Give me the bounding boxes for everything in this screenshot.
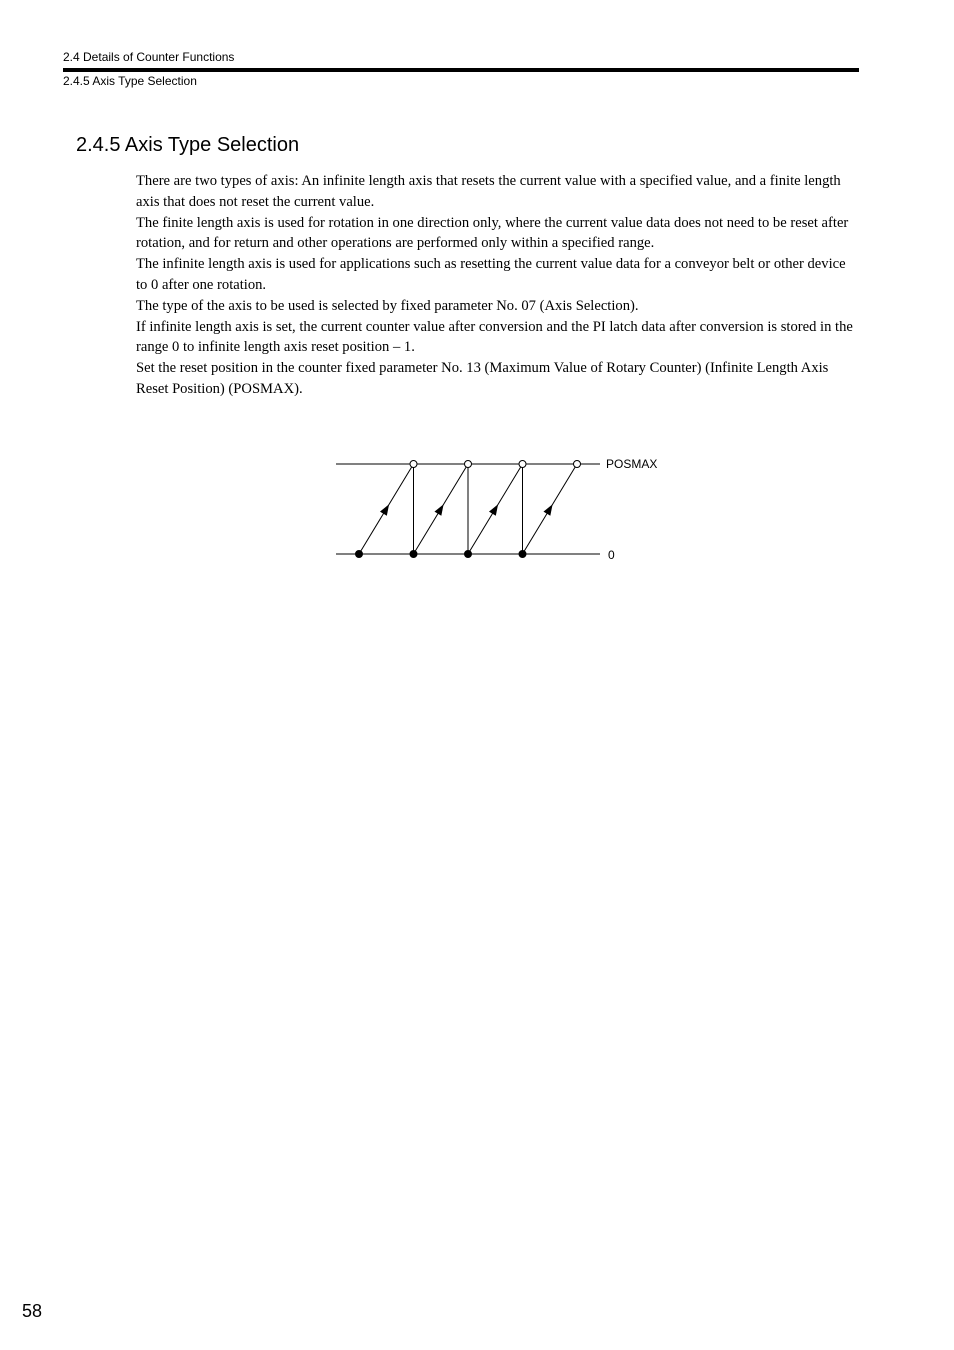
body-text (136, 171, 860, 400)
arrowhead (380, 504, 389, 515)
paragraph-5: If infinite length axis is set, the current counter value after conversion and the PI latch data after conversion is stored in the range 0 to infinite length axis reset position – 1. (136, 318, 853, 356)
start-point (410, 551, 417, 558)
infinite-axis-diagram (330, 450, 670, 570)
end-point (519, 461, 526, 468)
paragraph-3: The infinite length axis is used for applications such as resetting the current value data for a conveyor belt or other device to 0 after one rotation. (136, 256, 846, 293)
zero-label: 0 (608, 548, 615, 562)
header-section: 2.4 Details of Counter Functions (63, 50, 235, 64)
section-title: 2.4.5 Axis Type Selection (76, 134, 300, 156)
page-number: 58 (22, 1301, 43, 1321)
arrowhead (543, 504, 552, 515)
start-point (519, 551, 526, 558)
start-point (356, 551, 363, 558)
paragraph-6: Set the reset position in the counter fixed parameter No. 13 (Maximum Value of Rotary Counter) (Infinite Length Axis Reset Position) (POSMAX). (136, 360, 829, 397)
arrowhead (489, 504, 498, 515)
header-subsection: 2.4.5 Axis Type Selection (63, 74, 197, 88)
header-rule (63, 68, 859, 72)
end-point (410, 461, 417, 468)
paragraph-1: There are two types of axis: An infinite length axis that resets the current value with a specified value, and a finite length axis that does not reset the current value. (136, 173, 841, 210)
paragraph-4: The type of the axis to be used is selected by fixed parameter No. 07 (Axis Selection). (136, 297, 639, 314)
end-point (574, 461, 581, 468)
arrowhead (434, 504, 443, 515)
end-point (465, 461, 472, 468)
paragraph-2: The finite length axis is used for rotation in one direction only, where the current value data does not need to be reset after rotation, and for return and other operations are performed only within a specified range. (136, 214, 849, 252)
posmax-label: POSMAX (606, 457, 658, 471)
start-point (465, 551, 472, 558)
